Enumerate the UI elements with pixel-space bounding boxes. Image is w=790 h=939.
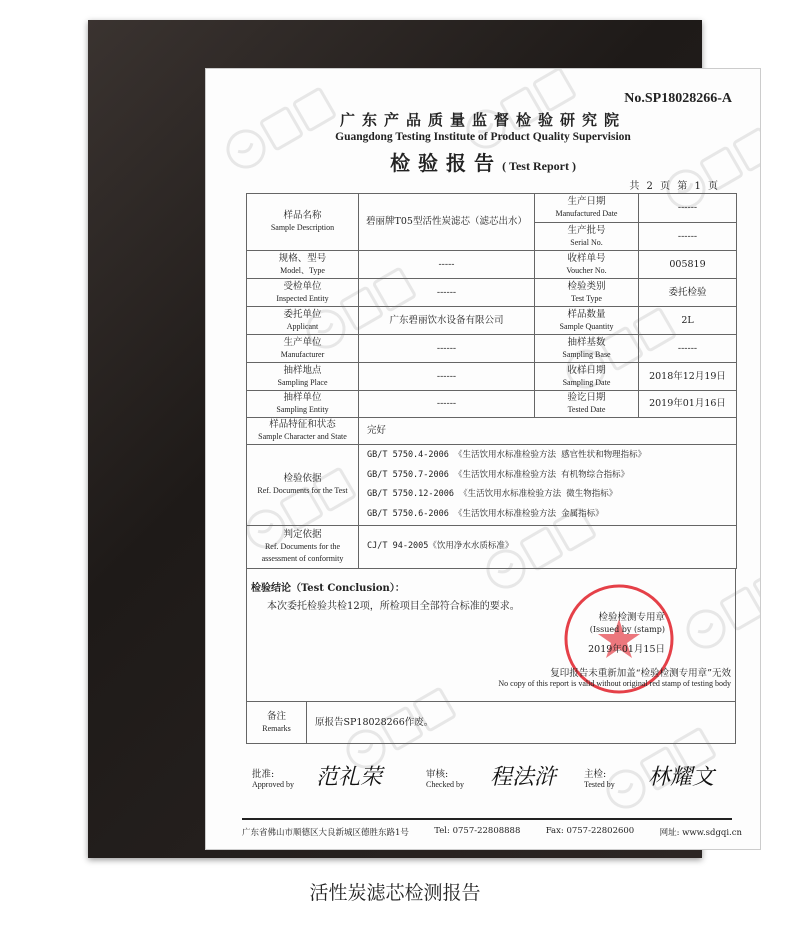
footer-divider: [242, 818, 732, 820]
signature: 程法浒: [490, 765, 557, 790]
signature: 林耀文: [648, 765, 715, 790]
institute-name-cn: 广东产品质量监督检验研究院: [339, 111, 626, 129]
signatures: [246, 760, 736, 808]
checked-by: 审核: Checked by 程法浒: [426, 766, 464, 789]
approved-by: 批准: Approved by 范礼荣: [252, 766, 294, 789]
institute-name-en: Guangdong Testing Institute of Product Quality Supervision: [335, 131, 631, 143]
footer: 广东省佛山市顺德区大良新城区德胜东路1号 Tel: 0757-22808888 Fax: 0757-22802600 网址: www.sdgqi.cn: [242, 826, 742, 838]
table-row: 抽样地点 Sampling Place ------ 收样日期 Sampling Date 2018年12月19日: [247, 363, 737, 391]
caption: 活性炭滤芯检测报告: [309, 882, 481, 904]
ref-document: GB/T 5750.4-2006 《生活饮用水标准检验方法 感官性状和物理指标》: [367, 450, 647, 460]
page-info: 共 2 页 第 1 页: [629, 181, 720, 192]
signature: 范礼荣: [316, 765, 383, 790]
table-row: 规格、型号 Model、Type ----- 收样单号 Voucher No. 005819: [247, 251, 737, 279]
title-en: ( Test Report ): [502, 159, 576, 173]
table-row: 委托单位 Applicant 广东碧丽饮水设备有限公司 样品数量 Sample Quantity 2L: [247, 307, 737, 335]
value-serial-no: ------: [639, 223, 737, 251]
sample-state-row: 样品特征和状态 Sample Character and State 完好: [247, 418, 737, 445]
label-sample-description: 样品名称 Sample Description: [247, 194, 359, 251]
tested-by: 主检: Tested by 林耀文: [584, 766, 615, 789]
test-conclusion: 检验结论（Test Conclusion）： 本次委托检验共检12项，所检项目全部符合标准的要求。 检验检测专用章 (Issued by (stamp) 2019年01月15日 复印报告未重新加盖“检验检测专用章”无效 No copy of this report is valid without original red stamp of testing body: [246, 569, 736, 701]
report-body: [242, 193, 742, 838]
ref-documents-row: 检验依据 Ref. Documents for the Test GB/T 5750.4-2006 《生活饮用水标准检验方法 感官性状和物理指标》 GB/T 5750.7-2006 《生活饮用水标准检验方法 有机物综合指标》 GB/T 5750.12-2006 《生活饮用水标准检验方法 微生物指标》 GB/T 5750.6-2006 《生活饮用水标准检验方法 金属指标》: [247, 445, 737, 526]
remarks-table: 备注 Remarks 原报告SP18028266作废。: [246, 701, 736, 744]
stamp-use: 检验检测专用章: [598, 612, 665, 623]
report-number: No.SP18028266-A: [624, 91, 732, 106]
table-row: 抽样单位 Sampling Entity ------ 验讫日期 Tested Date 2019年01月16日: [247, 391, 737, 418]
conformity-row: 判定依据 Ref. Documents for the assessment of conformity CJ/T 94-2005《饮用净水水质标准》: [247, 526, 737, 569]
title-cn: 检验报告: [390, 151, 503, 175]
label-manufactured-date: 生产日期 Manufactured Date: [535, 194, 639, 223]
picture-frame: [88, 20, 742, 858]
issue-date: 2019年01月15日: [588, 644, 665, 655]
report-table: [246, 193, 737, 569]
copy-notice: 复印报告未重新加盖“检验检测专用章”无效 No copy of this report is valid without original red stamp of testing body: [498, 668, 731, 688]
ref-document: GB/T 5750.12-2006 《生活饮用水标准检验方法 微生物指标》: [367, 489, 618, 499]
issued-by: (Issued by (stamp): [589, 625, 665, 634]
table-row: 生产单位 Manufacturer ------ 抽样基数 Sampling Base ------: [247, 335, 737, 363]
value-manufactured-date: ------: [639, 194, 737, 223]
label-serial-no: 生产批号 Serial No.: [535, 223, 639, 251]
value-sample-description: 碧丽牌T05型活性炭滤芯（滤芯出水）: [359, 194, 535, 251]
report-title: [206, 147, 760, 176]
table-row: 受检单位 Inspected Entity ------ 检验类别 Test Type 委托检验: [247, 279, 737, 307]
test-report-document: [205, 68, 761, 850]
ref-document: GB/T 5750.7-2006 《生活饮用水标准检验方法 有机物综合指标》: [367, 469, 630, 480]
ref-document: GB/T 5750.6-2006 《生活饮用水标准检验方法 金属指标》: [367, 508, 604, 519]
